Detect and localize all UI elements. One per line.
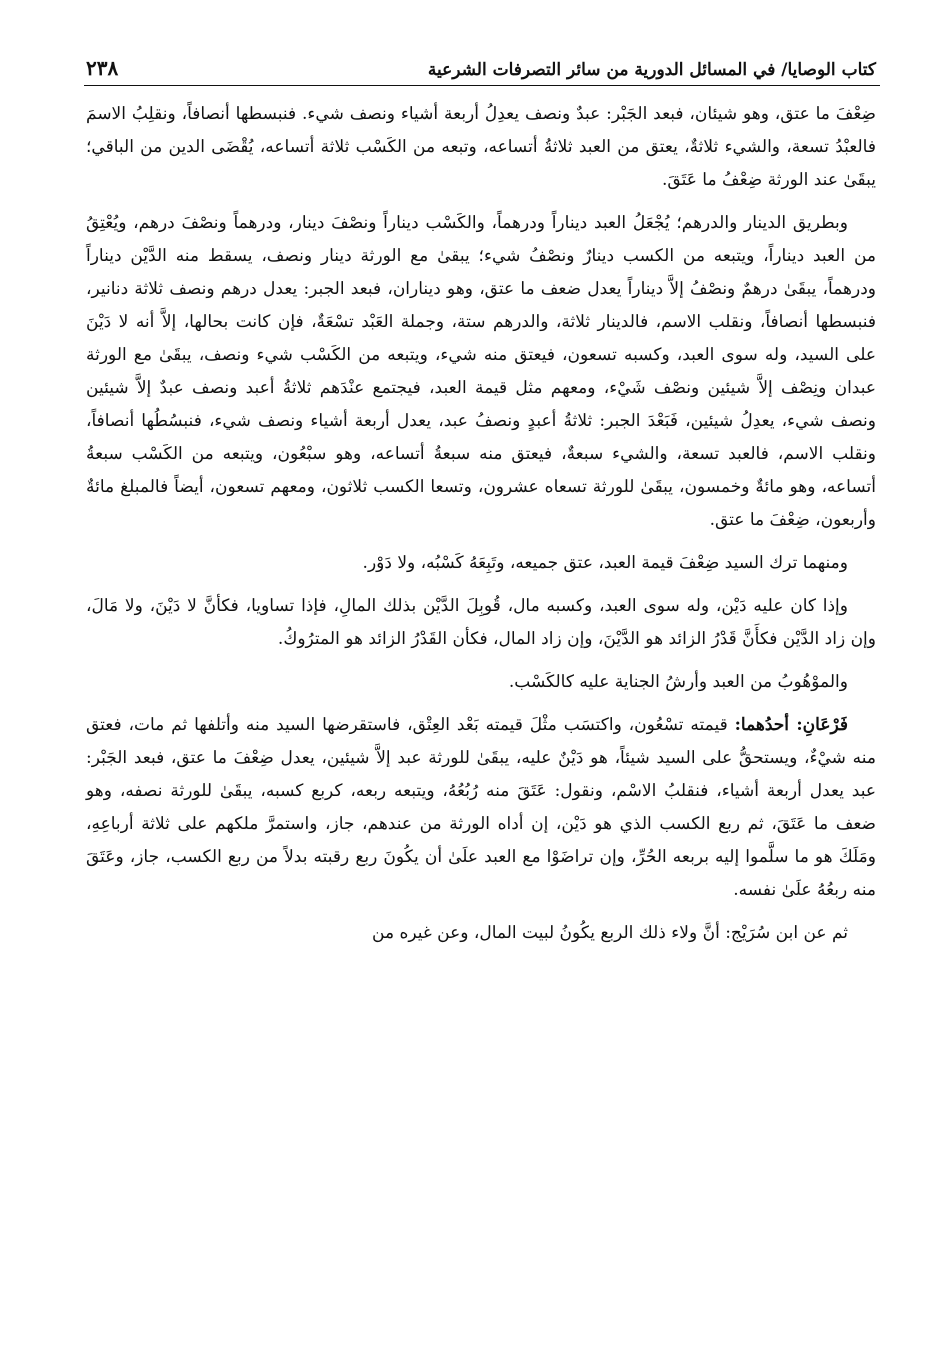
paragraph-text: وإذا كان عليه دَيْن، وله سوى العبد، وكسبه مال، قُوبِلَ الدَّيْن بذلك المالِ، فإذا تساويا، فكأنَّ لا دَيْنَ، ولا مَالَ، وإن زاد الدَّيْن فكأَنَّ قَدْرُ الزائد هو الدَّيْنَ، وإن زاد المال، فكأن القَدْرُ الزائد هو المترُوكُ. [86, 596, 876, 649]
paragraph-text: قيمته تسْعُون، واكتسَب مثْلَ قيمته بَعْد العِتْق، فاستقرضها السيد منه وأتلفها ثم مات، فعتق منه شيْءٌ، ويستحقُّ على السيد شيئاً، هو دَيْنٌ عليه، يبقَىٰ للورثة عبد إلاَّ شيئين، يعدل ضِعْفَ ما عتق، فبعد الجَبْر: عبد يعدل أربعة أشياء، فنقلبُ الاسْم، ونقول: عَتَقَ منه رُبُعُهُ، ويتبعه ربعه، كربع كسبه، يبقَىٰ للورثة نصفه، وهو ضعف ما عَتَقَ، ثم ربع الكسب الذي هو دَيْن، إن أداه الورثة من عندهم، جاز، واستمرَّ ملكهم على ثلاثة أرباعِهِ، ومَلَكَ هو ما سلَّموا إليه بربعه الحُرِّ، وإن تراضَوْا مع العبد علَىٰ أن يكُونَ ربع رقبته بدلاً من ربع الكسب، جاز، وعَتَقَ منه ربعُهُ علَىٰ نفسه. [86, 715, 876, 900]
paragraph [86, 666, 876, 699]
header-rule [84, 85, 880, 86]
paragraph [86, 917, 876, 950]
paragraph [86, 207, 876, 537]
paragraph-text: ضِعْفَ ما عتق، وهو شيئان، فبعد الجَبْر: عبدٌ ونصف يعدِلُ أربعة أشياء ونصف شيء. فنبسطها أنصافاً، ونقلِبُ الاسمَ فالعبْدُ تسعة، والشيء ثلاثةٌ، يعتق من العبد ثلاثةُ أتساعه، وتبعه من الكَسْب ثلاثة أتساعه، يُقْضَى الدين من الباقي؛ يبقَىٰ عند الورثة ضِعْفُ ما عَتَقَ. [86, 104, 876, 190]
page-header [86, 46, 876, 80]
paragraph-lead: فَرْعَانِ: أحدُهما: [734, 715, 848, 735]
paragraph-text: وبطريق الدينار والدرهم؛ يُجْعَلُ العبد ديناراً ودرهماً، والكَسْب ديناراً ونصْفَ دينار، ودرهماً ونصْفَ درهم، ويُعْتِقُ من العبد ديناراً، ويتبعه من الكسب دينارٌ ونصْفُ شيء؛ يبقىٰ مع الورثة دينار ونصف، يسقط منه الدَّيْن ديناراً ودرهماً، يبقَىٰ درهمٌ ونصْفُ إلاَّ ديناراً يعدل ضعف ما عتق، وهو ديناران، فبعد الجبر: يعدل درهم ونصف ثلاثة دنانير، فنبسطها أنصافاً، ونقلب الاسم، فالدينار ثلاثة، والدرهم ستة، وجملة العَبْد تسْعَةٌ، فإن كانت بحالها، إلاَّ أنه لا دَيْنَ على السيد، وله سوى العبد، وكسبه تسعون، فيعتق منه شيء، ويتبعه من الكَسْب شيء ونصف، يبقَىٰ مع الورثة عبدان ونِصْف إلاَّ شيئين ونصْف شَيْء، ومعهم مثل قيمة العبد، فيجتمع عنْدَهم ثلاثةُ أعبد ونصف عبدٌ إلاَّ شيئين ونصف شيء، يعدِلُ شيئين، فَبَعْدَ الجبر: ثلاثةُ أعبدٍ ونصفُ عبد، يعدل أربعة أشياء ونصف شيء، فنبسُطُها أنصافاً، ونقلب الاسم، فالعبد تسعة، والشيء سبعةٌ، فيعتق منه سبعةُ أتساعه، وهو سبْعُون، ويتبعه من الكَسْب سبعةُ أتساعه، وهو مائةٌ وخمسون، يبقَىٰ للورثة تسعاه عشرون، وتسعا الكسب ثلاثون، ومعهم تسعون، أيضاً فالمبلغ مائةٌ وأربعون، ضِعْفَ ما عتق. [86, 213, 876, 530]
paragraph-text: ومنهما ترك السيد ضِعْفَ قيمة العبد، عتق جميعه، وتَبِعَهُ كَسْبُه، ولا دَوْر. [362, 553, 848, 573]
body-text [86, 98, 876, 960]
paragraph [86, 547, 876, 580]
paragraph [86, 98, 876, 197]
paragraph [86, 590, 876, 656]
paragraph [86, 709, 876, 907]
page-number: ٢٣٨ [86, 56, 119, 80]
paragraph-text: والموْهُوبُ من العبد وأرشُ الجناية عليه كالكَسْب. [508, 672, 848, 692]
running-title: كتاب الوصايا/ في المسائل الدورية من سائر التصرفات الشرعية [427, 60, 876, 80]
paragraph-text: ثم عن ابن سُرَيْج: أنَّ ولاء ذلك الربع يكُونُ لبيت المال، وعن غيره من [372, 923, 848, 943]
